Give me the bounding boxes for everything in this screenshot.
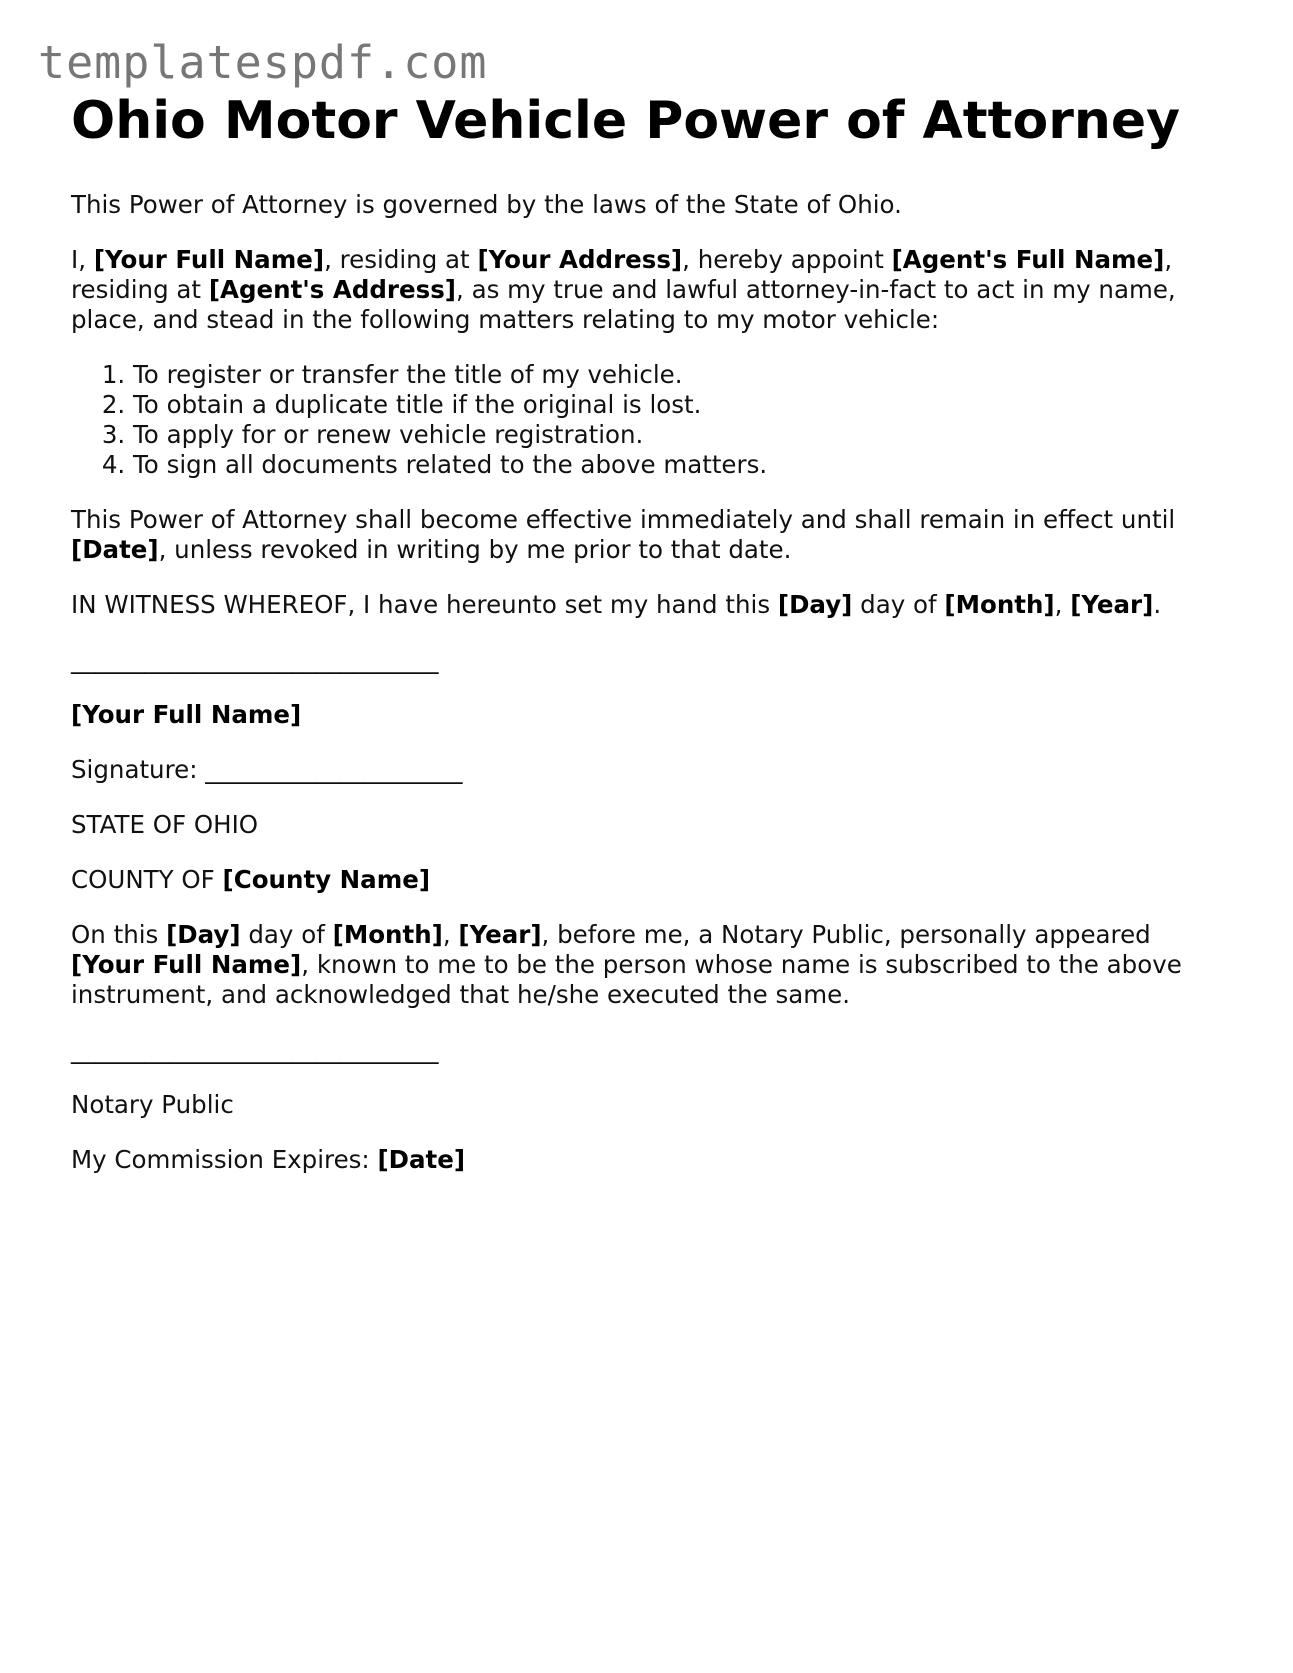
ack-text: , [442, 919, 459, 949]
list-item: 1. To register or transfer the title of my vehicle. [133, 360, 1231, 390]
county-name-placeholder: [County Name] [222, 864, 431, 894]
principal-address-placeholder: [Your Address] [477, 244, 683, 274]
governing-clause: This Power of Attorney is governed by the laws of the State of Ohio. [71, 189, 902, 219]
notary-state: STATE OF OHIO [71, 809, 259, 839]
appointment-text: I, [71, 244, 94, 274]
watermark: templatespdf.com [38, 36, 488, 89]
county-label: COUNTY OF [71, 864, 223, 894]
effective-text: This Power of Attorney shall become effective immediately and shall remain in effect until [71, 504, 1176, 534]
powers-list [71, 360, 1231, 480]
document-body [71, 92, 1231, 1200]
appointment-text: , hereby appoint [682, 244, 892, 274]
witness-text: IN WITNESS WHEREOF, I have hereunto set my hand this [71, 589, 778, 619]
commission-expiry [71, 1145, 1231, 1175]
witness-text: , [1054, 589, 1071, 619]
signature-field: Signature: _____________________ [71, 754, 463, 784]
appointment-paragraph [71, 245, 1231, 335]
ack-text: day of [240, 919, 333, 949]
witness-text: day of [852, 589, 945, 619]
list-item: 3. To apply for or renew vehicle registration. [133, 420, 1231, 450]
ack-text: , before me, a Notary Public, personally appeared [541, 919, 1151, 949]
notary-signature-line: ______________________________ [71, 1034, 439, 1064]
document-title: Ohio Motor Vehicle Power of Attorney [71, 91, 1181, 151]
principal-name-placeholder: [Your Full Name] [71, 949, 302, 979]
notary-county [71, 865, 1231, 895]
commission-date-placeholder: [Date] [377, 1144, 466, 1174]
month-placeholder: [Month] [944, 589, 1055, 619]
ack-text: , known to me to be the person whose name is subscribed to the above instrument, and acknowledged that he/she executed the same. [71, 949, 1182, 1009]
principal-printed-name [71, 700, 1231, 730]
appointment-text: , residing at [324, 244, 478, 274]
principal-name-placeholder: [Your Full Name] [71, 699, 302, 729]
expiry-date-placeholder: [Date] [71, 534, 159, 564]
list-item: 2. To obtain a duplicate title if the original is lost. [133, 390, 1231, 420]
list-item: 4. To sign all documents related to the above matters. [133, 450, 1231, 480]
witness-clause [71, 590, 1231, 620]
notary-acknowledgment [71, 920, 1231, 1010]
year-placeholder: [Year] [1070, 589, 1154, 619]
appointment-text: , as my true and lawful attorney-in-fact to act in my name, place, and stead in the following matters relating to my motor vehicle: [71, 274, 1176, 334]
effective-clause [71, 505, 1231, 565]
witness-text: . [1153, 589, 1162, 619]
day-placeholder: [Day] [777, 589, 853, 619]
agent-name-placeholder: [Agent's Full Name] [891, 244, 1165, 274]
year-placeholder: [Year] [458, 919, 542, 949]
principal-signature-line: ______________________________ [71, 644, 439, 674]
principal-name-placeholder: [Your Full Name] [93, 244, 325, 274]
appointment-text: , residing at [71, 244, 1173, 304]
commission-label: My Commission Expires: [71, 1144, 378, 1174]
day-placeholder: [Day] [166, 919, 241, 949]
agent-address-placeholder: [Agent's Address] [208, 274, 456, 304]
month-placeholder: [Month] [332, 919, 443, 949]
notary-public-label: Notary Public [71, 1089, 234, 1119]
effective-text: , unless revoked in writing by me prior to that date. [158, 534, 792, 564]
ack-text: On this [71, 919, 167, 949]
